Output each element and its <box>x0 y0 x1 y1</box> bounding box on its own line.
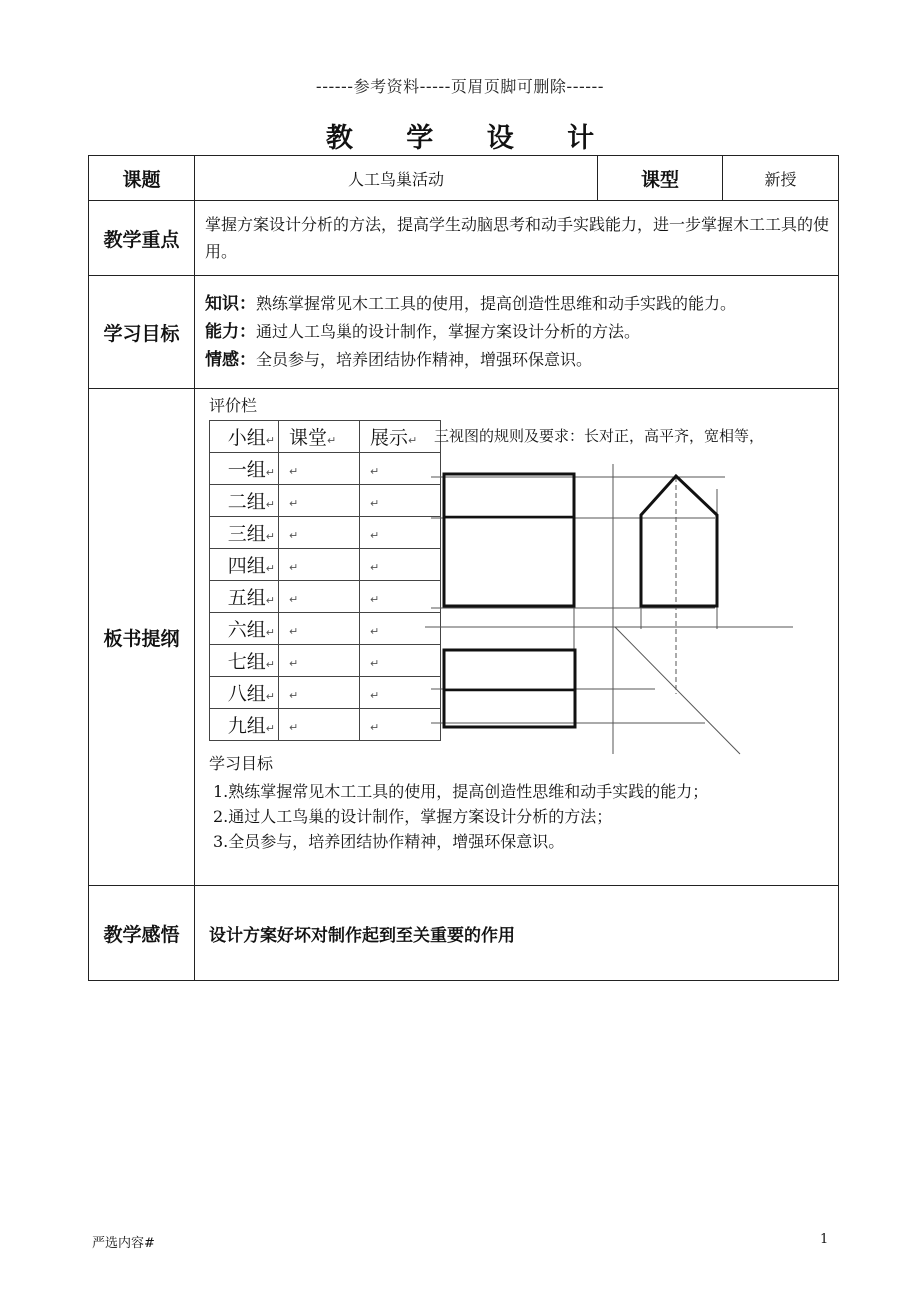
evaluation-label: 评价栏 <box>209 396 258 415</box>
lesson-type-label: 课型 <box>598 156 723 201</box>
front-view <box>444 474 574 606</box>
group-name: 七组↵ <box>210 645 279 677</box>
group-name: 八组↵ <box>210 677 279 709</box>
topic-value: 人工鸟巢活动 <box>195 156 598 201</box>
evaluation-row: 一组↵ ↵ ↵ <box>210 453 441 485</box>
evaluation-row: 二组↵ ↵ ↵ <box>210 485 441 517</box>
three-view-rule-text: 三视图的规则及要求：长对正，高平齐，宽相等， <box>434 427 765 445</box>
group-name: 二组↵ <box>210 485 279 517</box>
header-show: 展示↵ <box>360 421 441 453</box>
board-label: 板书提纲 <box>89 389 195 886</box>
objective-knowledge: 知识：熟练掌握常见木工工具的使用，提高创造性思维和动手实践的能力。 <box>205 294 737 314</box>
objectives-content <box>195 276 839 389</box>
focus-text: 掌握方案设计分析的方法，提高学生动脑思考和动手实践能力，进一步掌握木工工具的使用。 <box>195 201 839 276</box>
goal-item: 2.通过人工鸟巢的设计制作，掌握方案设计分析的方法； <box>213 807 613 826</box>
evaluation-row: 六组↵ ↵ ↵ <box>210 613 441 645</box>
three-view-drawing <box>195 389 838 769</box>
evaluation-row: 七组↵ ↵ ↵ <box>210 645 441 677</box>
projection-guides <box>425 464 793 754</box>
header-note: ------参考资料-----页眉页脚可删除------ <box>315 77 605 96</box>
evaluation-row: 九组↵ ↵ ↵ <box>210 709 441 741</box>
page-number: 1 <box>820 1232 829 1247</box>
reflection-label: 教学感悟 <box>89 886 195 981</box>
evaluation-row: 五组↵ ↵ ↵ <box>210 581 441 613</box>
footer-text: 严选内容# <box>92 1236 155 1251</box>
objective-ability: 能力：通过人工鸟巢的设计制作，掌握方案设计分析的方法。 <box>205 322 641 342</box>
learning-goals-heading: 学习目标 <box>209 754 274 773</box>
learning-goals-list <box>213 779 708 854</box>
evaluation-row: 四组↵ ↵ ↵ <box>210 549 441 581</box>
group-name: 五组↵ <box>210 581 279 613</box>
group-name: 一组↵ <box>210 453 279 485</box>
evaluation-row: 八组↵ ↵ ↵ <box>210 677 441 709</box>
focus-label: 教学重点 <box>89 201 195 276</box>
reflection-text: 设计方案好坏对制作起到至关重要的作用 <box>195 886 839 981</box>
goal-item: 3.全员参与，培养团结协作精神，增强环保意识。 <box>213 832 565 851</box>
side-view <box>641 476 717 606</box>
group-name: 四组↵ <box>210 549 279 581</box>
objective-emotion: 情感：全员参与，培养团结协作精神，增强环保意识。 <box>205 350 593 370</box>
goal-item: 1.熟练掌握常见木工工具的使用，提高创造性思维和动手实践的能力； <box>213 782 709 801</box>
topic-label: 课题 <box>89 156 195 201</box>
board-content <box>195 389 839 886</box>
group-name: 九组↵ <box>210 709 279 741</box>
header-group: 小组↵ <box>210 421 279 453</box>
evaluation-row: 三组↵ ↵ ↵ <box>210 517 441 549</box>
header-class: 课堂↵ <box>279 421 360 453</box>
row-board <box>89 389 839 886</box>
lesson-plan-table <box>88 155 839 981</box>
row-topic <box>89 156 839 201</box>
row-objectives <box>89 276 839 389</box>
row-reflection <box>89 886 839 981</box>
document-title: 教 学 设 计 <box>325 123 617 154</box>
group-name: 六组↵ <box>210 613 279 645</box>
lesson-type-value: 新授 <box>723 156 839 201</box>
row-focus <box>89 201 839 276</box>
group-name: 三组↵ <box>210 517 279 549</box>
objectives-label: 学习目标 <box>89 276 195 389</box>
